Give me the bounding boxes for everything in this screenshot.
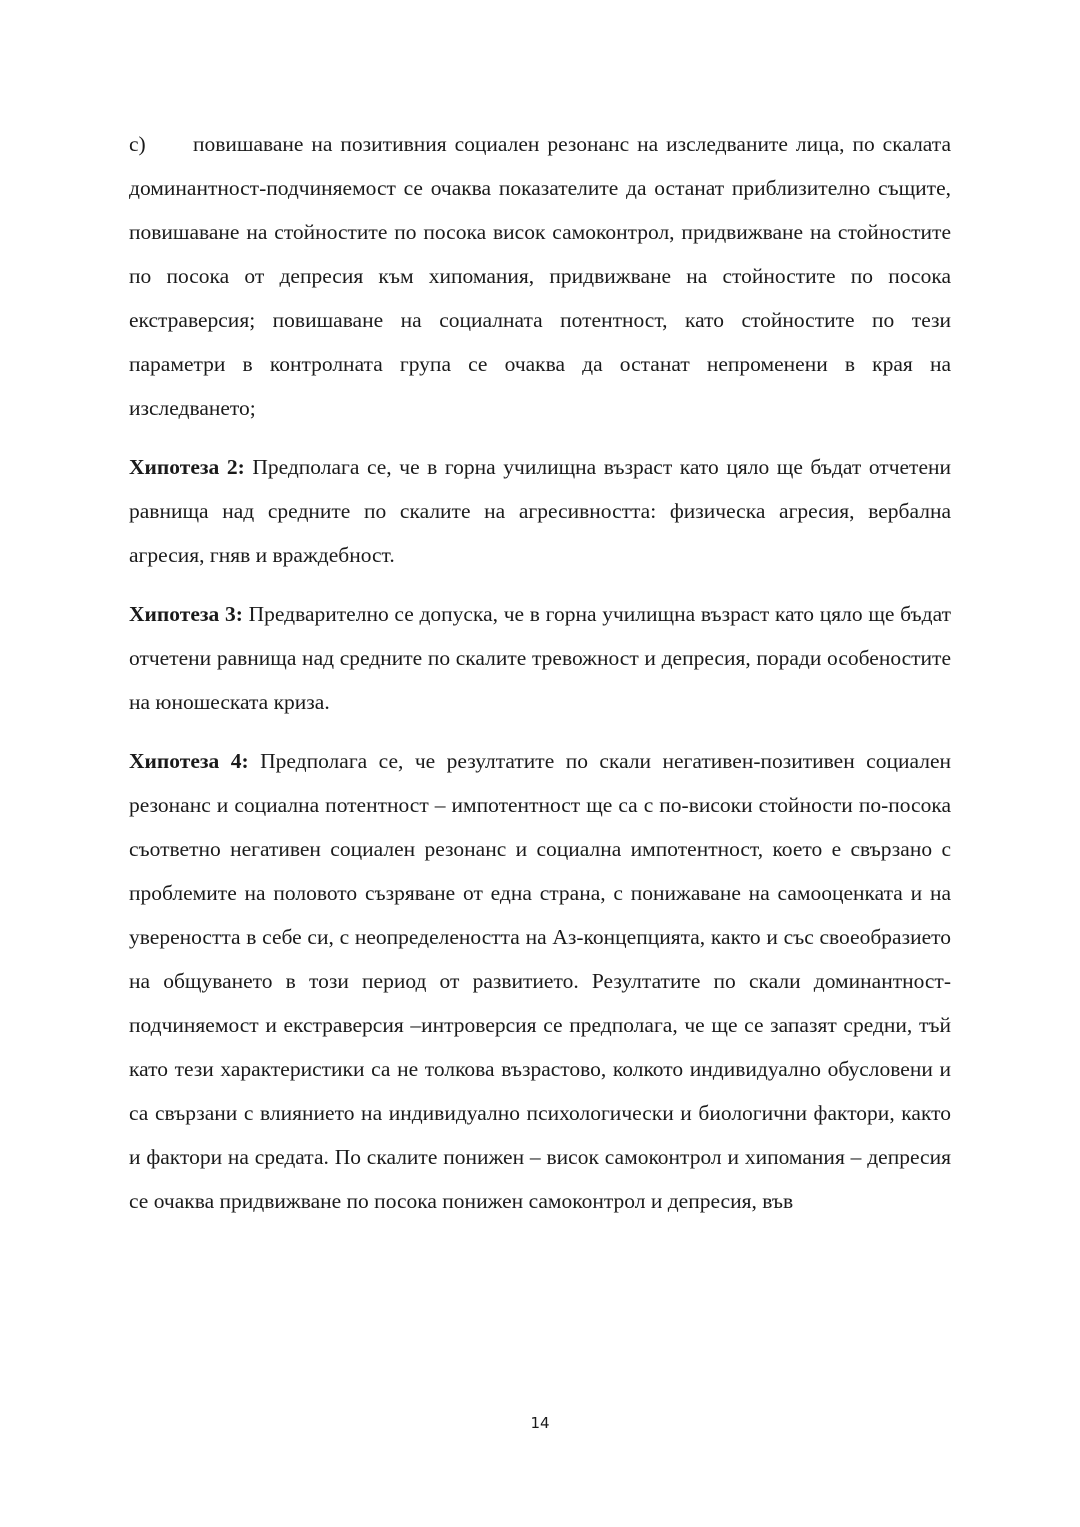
page-number: 14 bbox=[530, 1414, 550, 1432]
hypothesis-4-text: Предполага се, че резултатите по скали негативен-позитивен социален резонанс и социална потентност – импотентност ще са с по-високи стойности по-посока съответно негативен социален резонанс и социална импотентност, което е свързано с проблемите на половото съзряване от една страна, с понижаване на самооценката и на увереността в себе си, с неопределеността на Аз-концепцията, както и със своеобразието на общуването в този период от развитието. Резултатите по скали доминантност-подчиняемост и екстраверсия –интроверсия се предполага, че ще се запазят средни, тъй като тези характеристики са не толкова възрастово, колкото индивидуално обусловени и са свързани с влиянието на индивидуално психологически и биологични фактори, както и фактори на средата. По скалите понижен – висок самоконтрол и хипомания – депресия се очаква придвижване по посока понижен самоконтрол и депресия, във bbox=[129, 749, 951, 1213]
hypothesis-3-paragraph bbox=[129, 592, 951, 724]
hypothesis-4-paragraph bbox=[129, 739, 951, 1223]
list-item-label: c) bbox=[129, 132, 146, 156]
list-item-c bbox=[129, 122, 951, 430]
body-text bbox=[129, 122, 951, 1223]
hypothesis-2-label: Хипотеза 2: bbox=[129, 455, 245, 479]
hypothesis-3-label: Хипотеза 3: bbox=[129, 602, 243, 626]
hypothesis-3-text: Предварително се допуска, че в горна училищна възраст като цяло ще бъдат отчетени равнища над средните по скалите тревожност и депресия, поради особеностите на юношеската криза. bbox=[129, 602, 952, 714]
hypothesis-4-label: Хипотеза 4: bbox=[129, 749, 249, 773]
list-item-text: повишаване на позитивния социален резонанс на изследваните лица, по скалата доминантност-подчиняемост се очаква показателите да останат приблизително същите, повишаване на стойностите по посока висок самоконтрол, придвижване на стойностите по посока от депресия към хипомания, придвижване на стойностите по посока екстраверсия; повишаване на социалната потентност, като стойностите по тези параметри в контролната група се очаква да останат непроменени в края на изследването; bbox=[129, 132, 951, 420]
hypothesis-2-paragraph bbox=[129, 445, 951, 577]
hypothesis-2-text: Предполага се, че в горна училищна възраст като цяло ще бъдат отчетени равнища над средните по скалите на агресивността: физическа агресия, вербална агресия, гняв и враждебност. bbox=[129, 455, 952, 567]
